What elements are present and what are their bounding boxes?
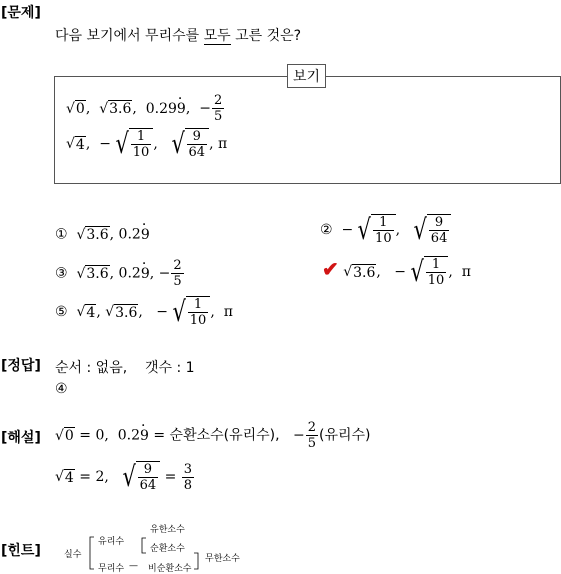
question-text — [55, 25, 301, 45]
answer-count: 갯수 : 1 — [144, 360, 195, 376]
hint-arrow: — — [129, 561, 138, 571]
question-emphasis: 모두 — [203, 28, 231, 44]
box-sqrt4: 4 — [75, 136, 85, 153]
choice-3[interactable]: ③ √ 3.6 , 0.2· 9, − $\frac{2}{5}$ — [55, 258, 185, 289]
box-pi: π — [217, 136, 228, 152]
explanation-heading: [해설] — [1, 430, 41, 446]
choice-3-number: ③ — [55, 265, 68, 282]
box-frac-1-10: $\frac{1}{10}$ — [132, 129, 150, 160]
answer-line — [55, 357, 195, 377]
choice-5-number: ⑤ — [55, 304, 68, 320]
box-frac-2-5: $\frac{2}{5}$ — [213, 93, 223, 124]
check-icon: ✔ — [322, 257, 339, 281]
question-after: 고른 것은? — [230, 28, 302, 44]
hint-real: 실수 — [64, 550, 82, 560]
choice-1[interactable]: ① √ 3.6 , 0.2· 9 — [55, 226, 150, 243]
explanation-line-2: √ 4 = 2, √ $\frac{9}{64}$ = $\frac{3}{8}$ — [55, 460, 193, 493]
hint-finite-decimal: 유한소수 — [150, 525, 185, 535]
answer-heading: [정답] — [1, 358, 41, 374]
box-sqrt0: 0 — [75, 101, 85, 117]
choice-4[interactable]: ✔ √ 3.6 , − √ $\frac{1}{10}$ , π — [322, 255, 471, 288]
choice-2-number: ② — [320, 222, 333, 238]
box-repeating-decimal: 0.29· 9 — [146, 101, 186, 117]
hint-irrational: 무리수 — [98, 564, 125, 574]
hint-rational: 유리수 — [98, 537, 125, 547]
hint-repeating-decimal: 순환소수 — [150, 544, 185, 554]
problem-heading: [문제] — [1, 5, 41, 21]
example-box-label: 보기 — [287, 64, 326, 88]
hint-infinite-decimal: 무한소수 — [205, 554, 240, 564]
hint-nonrepeating: 비순환소수 — [148, 564, 192, 574]
choice-5[interactable]: ⑤ √ 4 , √ 3.6 , − √ $\frac{1}{10}$ , π — [55, 295, 233, 328]
hint-heading: [힌트] — [1, 543, 41, 559]
answer-circled: ④ — [55, 381, 68, 397]
explanation-line-1: √ 0 = 0, 0.2· 9 = 순환소수(유리수), − $\frac{2}{5}$ (유리수) — [55, 420, 370, 451]
question-before: 다음 보기에서 무리수를 — [55, 28, 204, 44]
choice-1-number: ① — [55, 226, 68, 243]
box-frac-9-64: $\frac{9}{64}$ — [188, 129, 206, 160]
box-line-1: √ 0 , √ 3.6 , 0.29· 9, − $\frac{2}{5}$ — [66, 93, 225, 124]
box-sqrt36: 3.6 — [109, 101, 132, 117]
box-line-2: √ 4 , − √ $\frac{1}{10}$ , √ $\frac{9}{64}$ , π — [66, 127, 228, 160]
choice-2[interactable]: ② − √ $\frac{1}{10}$ , √ $\frac{9}{64}$ — [320, 214, 451, 246]
answer-order: 순서 : 없음, — [55, 360, 128, 376]
